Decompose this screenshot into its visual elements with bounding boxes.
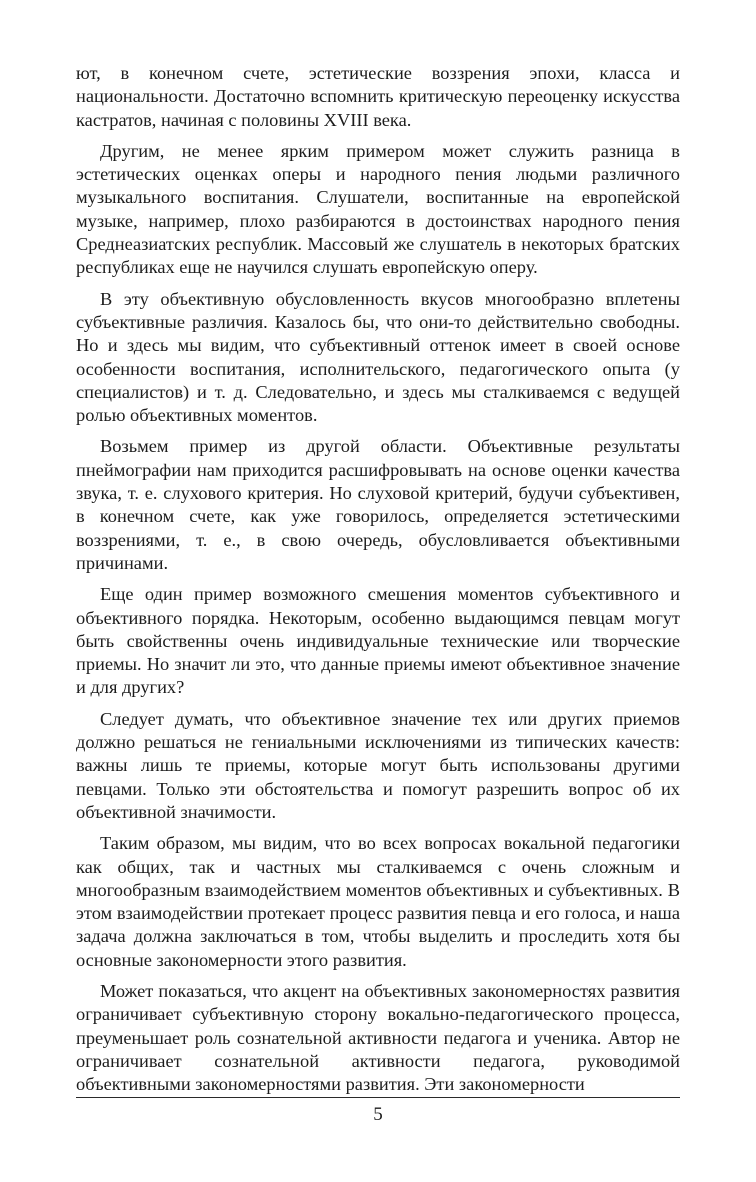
page-number: 5 bbox=[373, 1104, 383, 1125]
footer-divider bbox=[76, 1097, 680, 1098]
paragraph-vocal-pedagogy: Таким образом, мы видим, что во всех вопросах вокальной педагогики как общих, так и частных мы сталкиваемся с очень сложным и многообразным взаимодействием моментов объективных и субъективных. В этом взаимодействии протекает процесс развития певца и его голоса, и наша задача должна заключаться в том, чтобы выделить и проследить хотя бы основные закономерности этого развития. bbox=[76, 833, 680, 970]
paragraph-pneumography: Возьмем пример из другой области. Объективные результаты пнеймографии нам приходится расшифровывать на основе оценки качества звука, т. е. слухового критерия. Но слуховой критерий, будучи субъективен, в конечном счете, как уже говорилось, определяется эстетическими воззрениями, т. е., в свою очередь, обусловливается объективными причинами. bbox=[76, 436, 680, 573]
page-body bbox=[76, 62, 680, 1104]
paragraph-objective-significance: Следует думать, что объективное значение тех или других приемов должно решаться не гениальными исключениями из типических качеств: важны лишь те приемы, которые могут быть использованы другими певцами. Только эти обстоятельства и помогут разрешить вопрос об их объективной значимости. bbox=[76, 708, 680, 822]
paragraph-conscious-activity: Может показаться, что акцент на объективных закономерностях развития ограничивает субъективную сторону вокально-педагогического процесса, преуменьшает роль сознательной активности педагога и ученика. Автор не ограничивает сознательной активности педагога, руководимой объективными закономерностями развития. Эти закономерности bbox=[76, 980, 680, 1095]
paragraph-continued: ют, в конечном счете, эстетические воззрения эпохи, класса и национальности. Достаточно вспомнить критическую переоценку искусства кастратов, начиная с половины XVIII века. bbox=[76, 63, 680, 130]
paragraph-individual-techniques: Еще один пример возможного смешения моментов субъективного и объективного порядка. Некоторым, особенно выдающимся певцам могут быть свойственны очень индивидуальные технические или творческие приемы. Но значит ли это, что данные приемы имеют объективное значение и для других? bbox=[76, 584, 680, 698]
paragraph-subjective-differences: В эту объективную обусловленность вкусов многообразно вплетены субъективные различия. Казалось бы, что они-то действительно свободны. Но и здесь мы видим, что субъективный оттенок имеет в своей основе особенности воспитания, исполнительского, педагогического опыта (у специалистов) и т. д. Следовательно, и здесь мы сталкиваемся с ведущей ролью объективных моментов. bbox=[76, 288, 680, 426]
paragraph-opera-example: Другим, не менее ярким примером может служить разница в эстетических оценках оперы и народного пения людьми различного музыкального воспитания. Слушатели, воспитанные на европейской музыке, например, плохо разбираются в достоинствах народного пения Среднеазиатских республик. Массовый же слушатель в некоторых братских республиках еще не научился слушать европейскую оперу. bbox=[76, 140, 680, 278]
